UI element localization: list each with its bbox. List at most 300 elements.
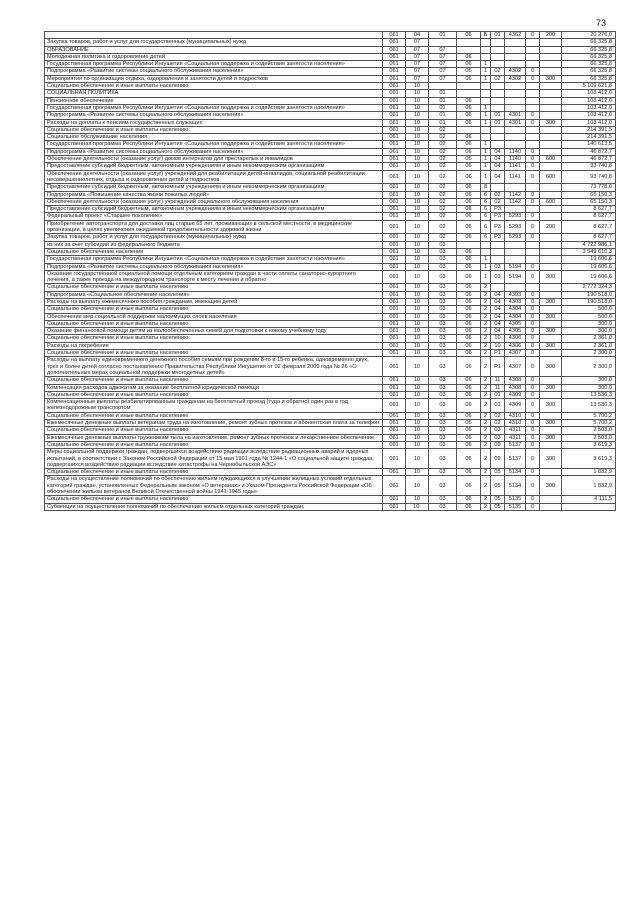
row-code: 10 (406, 141, 429, 148)
table-row (45, 420, 616, 427)
row-name: Пенсионное обеспечение (45, 97, 383, 104)
row-code: 4302 (505, 68, 526, 75)
row-amount: 300,0 (562, 377, 616, 384)
row-name: Государственная программа Республики Ингушетия «Социальная поддержка и содействие занятости населения» (45, 61, 383, 68)
row-code: 061 (383, 141, 406, 148)
row-code (491, 53, 505, 60)
row-name: Оказание финансовой помощи детям из малообеспеченных семей для подготовки к новому учебному году (45, 328, 383, 335)
row-code: 1 (481, 104, 491, 111)
table-row (45, 206, 616, 213)
row-code: 200 (540, 220, 562, 234)
row-code (540, 234, 562, 241)
row-code: 061 (383, 234, 406, 241)
row-amount: 19 606,6 (562, 256, 616, 263)
table-row (45, 97, 616, 104)
row-code: 061 (383, 241, 406, 248)
row-code: 061 (383, 476, 406, 496)
row-code: 1 (481, 163, 491, 170)
row-code: 200 (540, 32, 562, 39)
row-code: 03 (429, 320, 457, 327)
row-code: 10 (406, 241, 429, 248)
table-row (45, 342, 616, 349)
row-name: Молодежная политика и оздоровление детей (45, 53, 383, 60)
row-code: 4303 (505, 291, 526, 298)
row-amount: 65 150,3 (562, 198, 616, 205)
row-code: 2 (481, 291, 491, 298)
row-code: 03 (429, 256, 457, 263)
row-code (491, 248, 505, 255)
row-name (45, 32, 383, 39)
row-code: 300 (540, 313, 562, 320)
row-code: 03 (491, 263, 505, 270)
row-code: 03 (429, 399, 457, 413)
row-code: 4310 (505, 420, 526, 427)
row-code: 03 (429, 350, 457, 357)
table-row (45, 220, 616, 234)
row-code: 5135 (505, 496, 526, 503)
row-code (526, 90, 540, 97)
table-row (45, 306, 616, 313)
table-row (45, 256, 616, 263)
row-code: 06 (457, 141, 481, 148)
row-code: 061 (383, 320, 406, 327)
row-code: 07 (429, 53, 457, 60)
row-code: 06 (457, 206, 481, 213)
row-name: Расходы на погребение (45, 342, 383, 349)
row-amount: 93 740,8 (562, 170, 616, 184)
row-code: 4311 (505, 434, 526, 441)
row-code (540, 256, 562, 263)
row-code: 0 (526, 148, 540, 155)
row-code: 2 (481, 449, 491, 469)
row-name: Социальное обеспечение и иные выплаты населению (45, 350, 383, 357)
table-row (45, 503, 616, 510)
row-code: 0 (526, 384, 540, 391)
row-code: 06 (457, 469, 481, 476)
row-code (540, 163, 562, 170)
row-code: 061 (383, 399, 406, 413)
row-code: 06 (457, 399, 481, 413)
row-code: 1142 (505, 191, 526, 198)
row-name: Социальное обеспечение и иные выплаты населению (45, 391, 383, 398)
table-row (45, 170, 616, 184)
row-code: 06 (457, 198, 481, 205)
table-row (45, 320, 616, 327)
row-code: 2 (481, 399, 491, 413)
row-code: 600 (540, 170, 562, 184)
row-code (481, 53, 491, 60)
row-code: 03 (429, 306, 457, 313)
row-code: 06 (457, 170, 481, 184)
row-name: Компенсация расходов адвокатам за оказание бесплатной юридической помощи (45, 384, 383, 391)
row-code: 06 (457, 148, 481, 155)
row-code (526, 134, 540, 141)
row-code: 10 (406, 163, 429, 170)
row-code (540, 148, 562, 155)
row-code (505, 141, 526, 148)
row-code: 061 (383, 170, 406, 184)
row-code (540, 134, 562, 141)
row-code: 0 (526, 75, 540, 82)
row-code: 10 (406, 148, 429, 155)
row-amount: 500,0 (562, 306, 616, 313)
table-row (45, 496, 616, 503)
row-code: 07 (406, 53, 429, 60)
row-code: 07 (406, 75, 429, 82)
row-code: 03 (429, 412, 457, 419)
row-code: 300 (540, 476, 562, 496)
row-code: 03 (429, 328, 457, 335)
row-amount: 103 412,0 (562, 112, 616, 119)
row-code: 10 (406, 449, 429, 469)
row-code: 061 (383, 32, 406, 39)
row-code (540, 53, 562, 60)
row-code: 03 (429, 377, 457, 384)
row-code: 2 (481, 476, 491, 496)
row-code: 061 (383, 449, 406, 469)
row-code: 03 (429, 427, 457, 434)
row-name: Подпрограмма «Развитие системы социального обслуживания населения» (45, 148, 383, 155)
row-code (491, 104, 505, 111)
row-code: 061 (383, 256, 406, 263)
row-code: 04 (491, 148, 505, 155)
row-code: 2 (481, 357, 491, 377)
row-code: 061 (383, 119, 406, 126)
row-code: 03 (429, 241, 457, 248)
row-code: 03 (429, 298, 457, 305)
row-name: Социальное обеспечение и иные выплаты населению (45, 83, 383, 90)
row-amount: 214 391,5 (562, 134, 616, 141)
row-code (457, 39, 481, 46)
table-row (45, 263, 616, 270)
row-amount: 13 536,3 (562, 391, 616, 398)
row-code (491, 284, 505, 291)
row-code: 0 (526, 503, 540, 510)
row-code: 02 (491, 75, 505, 82)
row-code: 300 (540, 298, 562, 305)
row-code: 06 (457, 496, 481, 503)
row-amount: 2 503,0 (562, 427, 616, 434)
row-code: 01 (429, 112, 457, 119)
row-amount: 3 619,3 (562, 441, 616, 448)
row-code: 10 (406, 469, 429, 476)
row-code: 061 (383, 163, 406, 170)
row-code: 061 (383, 342, 406, 349)
row-code: 4309 (505, 399, 526, 413)
row-code (526, 184, 540, 191)
row-amount: 19 606,6 (562, 263, 616, 270)
row-code: 2 (481, 335, 491, 342)
row-code: 4310 (505, 412, 526, 419)
row-code (505, 97, 526, 104)
row-code: 2 (481, 412, 491, 419)
row-code: 0 (526, 270, 540, 284)
table-row (45, 291, 616, 298)
row-code: 0 (526, 163, 540, 170)
row-code (540, 191, 562, 198)
row-amount: 5 109 621,8 (562, 83, 616, 90)
row-code: 1 (481, 112, 491, 119)
row-code: 03 (429, 496, 457, 503)
row-code: 061 (383, 156, 406, 163)
row-name: Государственная программа Республики Ингушетия «Социальная поддержка и содействие занятости населения» (45, 104, 383, 111)
row-code: 07 (406, 68, 429, 75)
row-code: 300 (540, 384, 562, 391)
row-code (540, 112, 562, 119)
row-code: 600 (540, 198, 562, 205)
row-code: 02 (491, 191, 505, 198)
row-code: 6 (481, 220, 491, 234)
row-code (526, 241, 540, 248)
table-row (45, 75, 616, 82)
row-code: 04 (491, 320, 505, 327)
row-code: 11 (491, 384, 505, 391)
row-name: Социальное обслуживание населения (45, 134, 383, 141)
table-row (45, 298, 616, 305)
row-code: 0 (526, 399, 540, 413)
row-code (481, 248, 491, 255)
row-code: 2 (481, 350, 491, 357)
row-amount: 2 772 324,3 (562, 284, 616, 291)
row-code: 300 (540, 270, 562, 284)
row-code: 061 (383, 126, 406, 133)
row-code: 0 (526, 32, 540, 39)
row-code: 04 (491, 291, 505, 298)
row-code: 10 (406, 198, 429, 205)
row-code: 02 (429, 206, 457, 213)
row-code: 10 (406, 220, 429, 234)
row-code: 4308 (505, 384, 526, 391)
table-row (45, 391, 616, 398)
row-code (481, 90, 491, 97)
table-row (45, 39, 616, 46)
row-code: 06 (457, 328, 481, 335)
row-amount: 13 536,3 (562, 399, 616, 413)
row-code: 4304 (505, 313, 526, 320)
row-code: 02 (429, 156, 457, 163)
row-code: 07 (429, 68, 457, 75)
row-code: 300 (540, 328, 562, 335)
row-name: из них за счет субсидии из федерального бюджета (45, 241, 383, 248)
row-code: 10 (406, 213, 429, 220)
row-code: P1 (491, 350, 505, 357)
table-row (45, 427, 616, 434)
row-code: 02 (429, 141, 457, 148)
table-row (45, 141, 616, 148)
row-amount: 300,0 (562, 384, 616, 391)
row-code (481, 241, 491, 248)
row-code: 02 (429, 170, 457, 184)
row-code: 10 (406, 335, 429, 342)
row-name: Социальное обеспечение и иные выплаты населению (45, 284, 383, 291)
row-name: Социальное обеспечение и иные выплаты населению (45, 306, 383, 313)
row-code: 1 (481, 270, 491, 284)
row-code: 01 (491, 112, 505, 119)
row-code: 04 (491, 170, 505, 184)
row-code: 4305 (505, 320, 526, 327)
row-code (526, 256, 540, 263)
row-code (540, 320, 562, 327)
row-code: 2 (481, 328, 491, 335)
table-row (45, 449, 616, 469)
row-code: 06 (457, 61, 481, 68)
row-code: 5293 (505, 220, 526, 234)
table-row (45, 213, 616, 220)
row-code: 061 (383, 313, 406, 320)
row-code: 061 (383, 61, 406, 68)
row-code: 1 (481, 61, 491, 68)
row-code (505, 104, 526, 111)
row-code: 2 (481, 503, 491, 510)
row-code (505, 134, 526, 141)
row-code: 10 (406, 134, 429, 141)
row-code (505, 61, 526, 68)
row-code: 0 (526, 427, 540, 434)
row-code: 06 (457, 234, 481, 241)
row-amount: 190 518,0 (562, 298, 616, 305)
row-code (526, 39, 540, 46)
row-code: 03 (429, 449, 457, 469)
row-code: 2 (481, 391, 491, 398)
row-name: Социальное обеспечение и иные выплаты населению (45, 469, 383, 476)
row-code: 061 (383, 206, 406, 213)
row-code: 5194 (505, 263, 526, 270)
row-code: 06 (457, 441, 481, 448)
row-code: P3 (491, 213, 505, 220)
row-amount: 93 740,8 (562, 163, 616, 170)
row-code: 06 (457, 298, 481, 305)
row-name: Подпрограмма «Повышение качества жизни пожилых людей» (45, 191, 383, 198)
row-code: 0 (526, 234, 540, 241)
row-code: 07 (406, 61, 429, 68)
row-code: 01 (429, 97, 457, 104)
table-row (45, 469, 616, 476)
row-code (540, 469, 562, 476)
row-code: 061 (383, 90, 406, 97)
row-code: 5134 (505, 476, 526, 496)
row-code: 06 (457, 391, 481, 398)
row-code: 06 (457, 68, 481, 75)
table-row (45, 384, 616, 391)
row-code (457, 126, 481, 133)
table-row (45, 191, 616, 198)
row-code (491, 184, 505, 191)
row-code: 4307 (505, 357, 526, 377)
row-code: 0 (526, 420, 540, 427)
row-amount: 8 627,7 (562, 234, 616, 241)
row-name: Закупка товаров, работ и услуг для государственных (муниципальных) нужд (45, 39, 383, 46)
table-row (45, 434, 616, 441)
row-code: 03 (429, 441, 457, 448)
row-name: Социальное обеспечение и иные выплаты населению (45, 377, 383, 384)
row-code: 06 (457, 112, 481, 119)
row-code: 6 (481, 191, 491, 198)
row-amount: 5 700,2 (562, 412, 616, 419)
row-name: Расходы на доплаты к пенсиям государственных служащих (45, 119, 383, 126)
row-code: 06 (457, 256, 481, 263)
row-code: 061 (383, 263, 406, 270)
row-code: 03 (491, 427, 505, 434)
row-amount: 8 627,7 (562, 220, 616, 234)
row-code: 4301 (505, 119, 526, 126)
row-code: 1 (481, 75, 491, 82)
row-code: 1140 (505, 156, 526, 163)
row-code: 1 (481, 170, 491, 184)
row-code: 4362 (505, 32, 526, 39)
row-code: 10 (406, 399, 429, 413)
row-code: 03 (429, 284, 457, 291)
row-amount: 8 627,7 (562, 206, 616, 213)
row-name: Субвенции на осуществление полномочий по обеспечению жильем отдельных категорий граждан, (45, 503, 383, 510)
row-code (540, 412, 562, 419)
row-code: 04 (491, 313, 505, 320)
row-amount: 5 700,2 (562, 420, 616, 427)
row-code: 02 (429, 191, 457, 198)
row-code: 300 (540, 434, 562, 441)
row-code: 06 (457, 420, 481, 427)
row-code: 0 (526, 412, 540, 419)
row-code (526, 104, 540, 111)
row-code: 2 (481, 441, 491, 448)
row-code (491, 134, 505, 141)
row-code: 0 (526, 191, 540, 198)
row-code: 10 (406, 434, 429, 441)
row-name: Расходы на выплату ежемесячного пособия гражданам, имеющим детей (45, 298, 383, 305)
row-code: 2 (481, 342, 491, 349)
row-code (540, 391, 562, 398)
row-code: 061 (383, 213, 406, 220)
row-code: 061 (383, 75, 406, 82)
row-code: 0 (526, 469, 540, 476)
row-code: 061 (383, 441, 406, 448)
row-code (526, 61, 540, 68)
row-code: 600 (540, 156, 562, 163)
row-code (540, 350, 562, 357)
row-amount: 2 361,0 (562, 335, 616, 342)
row-code: 0 (526, 298, 540, 305)
table-row (45, 119, 616, 126)
row-code: 06 (457, 163, 481, 170)
row-code (505, 46, 526, 53)
row-code (429, 39, 457, 46)
row-code: 06 (457, 449, 481, 469)
row-code: 061 (383, 503, 406, 510)
table-row (45, 184, 616, 191)
row-code: 02 (491, 412, 505, 419)
row-code: 09 (491, 441, 505, 448)
row-code: 061 (383, 248, 406, 255)
row-code: 05 (491, 476, 505, 496)
row-code: 061 (383, 46, 406, 53)
row-name: Меры социальной поддержки граждан, подвергшихся воздействию радиации вследствие радиационных аварий и ядерных испытаний, в соответствии с Законом Российской Федерации от 15 мая 1991 года № 1244-1 «О социальной защите граждан, подвергшихся воздействию радиации вследствие катастрофы на Чернобыльской АЭС» (45, 449, 383, 469)
row-code: 1 (481, 263, 491, 270)
row-code: 06 (457, 412, 481, 419)
row-code: 01 (491, 32, 505, 39)
row-code: 1 (481, 141, 491, 148)
row-amount: 3 549 610,3 (562, 248, 616, 255)
row-name: Компенсационные выплаты реабилитированным гражданам на бесплатный проезд (туда и обратно) один раз в год железнодорожным транспортом (45, 399, 383, 413)
row-code: 5137 (505, 449, 526, 469)
row-amount: 1 832,9 (562, 469, 616, 476)
row-code: 10 (406, 126, 429, 133)
row-code: 10 (406, 350, 429, 357)
budget-table (44, 31, 616, 511)
row-code: 061 (383, 335, 406, 342)
row-code (505, 184, 526, 191)
row-code: 061 (383, 148, 406, 155)
row-name: Социальное обеспечение и иные выплаты населению (45, 496, 383, 503)
row-name: Социальное обеспечение и иные выплаты населению (45, 441, 383, 448)
